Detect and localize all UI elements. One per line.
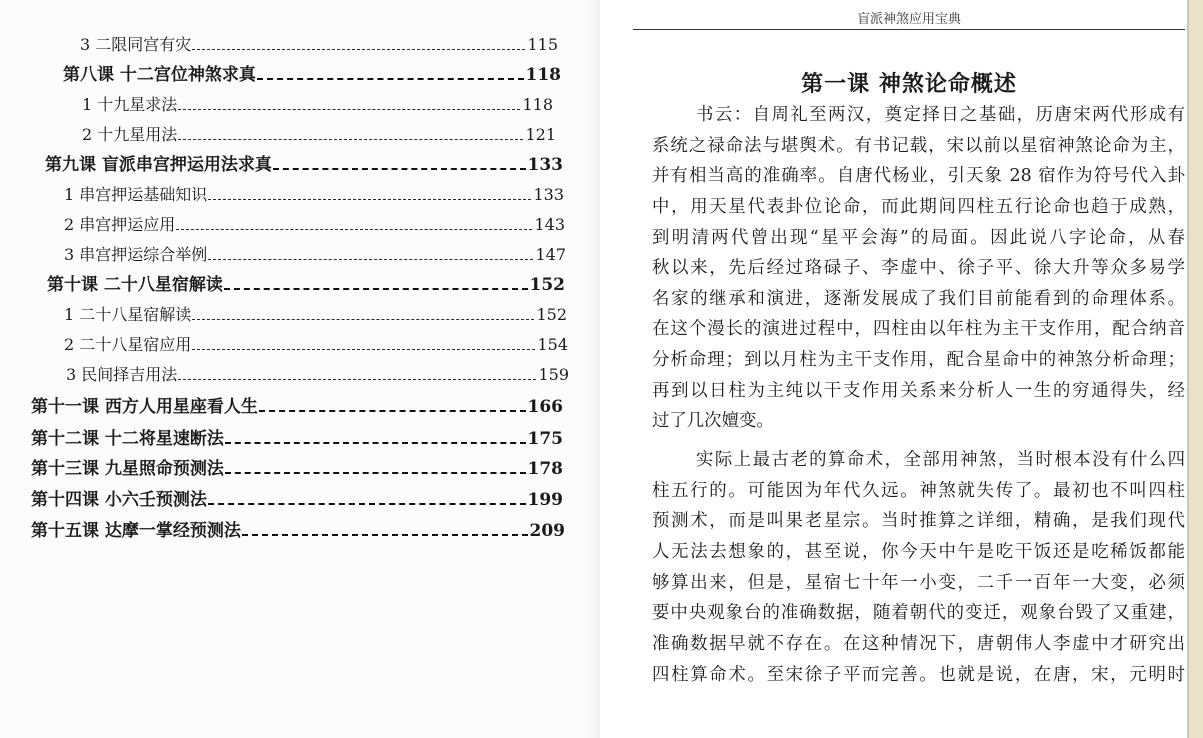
toc-entry-page: 209 bbox=[529, 521, 565, 541]
toc-entry-page: 175 bbox=[527, 429, 563, 449]
toc-entry-title: 第九课 盲派串宫押运用法求真 bbox=[45, 155, 272, 175]
text-line: 预测术，而是叫果老星宗。当时推算之详细，精确，是我们现代 bbox=[652, 511, 1185, 532]
toc-entry-page: 143 bbox=[534, 215, 565, 234]
toc-leader bbox=[259, 410, 526, 412]
text-line: 书云：自周礼至两汉，奠定择日之基础，历唐宋两代形成有 bbox=[696, 105, 1185, 125]
toc-entry-page: 118 bbox=[525, 65, 561, 85]
text-line: 人无法去想象的，甚至说，你今天中午是吃干饭还是吃稀饭都能 bbox=[652, 541, 1185, 562]
toc-entry bbox=[31, 458, 563, 480]
toc-entry-title: 第十二课 十二将星速断法 bbox=[31, 429, 224, 449]
toc-entry-page: 147 bbox=[535, 245, 566, 264]
text-line: 够算出来，但是，星宿七十年一小变，二千一百年一大变，必须 bbox=[652, 572, 1185, 593]
text-line: 系统之禄命法与堪舆术。有书记载，宋以前以星宿神煞论命为主， bbox=[652, 135, 1185, 156]
toc-entry-page: 154 bbox=[537, 335, 568, 354]
toc-leader bbox=[178, 139, 523, 140]
toc-entry bbox=[80, 34, 558, 56]
toc-entry-title: 1 串宫押运基础知识 bbox=[64, 185, 208, 204]
toc-entry-title: 2 二十八星宿应用 bbox=[64, 335, 192, 354]
toc-entry-page: 199 bbox=[527, 490, 563, 510]
toc-entry-title: 第十课 二十八星宿解读 bbox=[47, 275, 223, 295]
toc-leader bbox=[257, 78, 524, 80]
toc-entry bbox=[45, 154, 563, 176]
text-line: 实际上最古老的算命术，全部用神煞，当时根本没有什么四 bbox=[696, 450, 1185, 471]
text-line: 过了几次嬗变。 bbox=[652, 411, 774, 432]
toc-leader bbox=[178, 109, 520, 110]
text-line: 在这个漫长的演进过程中，四柱由以年柱为主干支作用，配合纳音 bbox=[652, 319, 1185, 340]
toc-entry-page: 152 bbox=[536, 305, 567, 324]
paragraph bbox=[652, 100, 1185, 437]
chapter-title: 第一课 神煞论命概述 bbox=[801, 71, 1017, 97]
left-page bbox=[0, 0, 600, 738]
toc-entry bbox=[82, 124, 556, 146]
toc-entry bbox=[64, 334, 568, 356]
toc-entry bbox=[63, 64, 561, 86]
toc-entry-title: 第十四课 小六壬预测法 bbox=[31, 490, 207, 510]
text-line: 名家的继承和演进，逐渐发展成了我们目前能看到的命理体系。 bbox=[652, 288, 1185, 309]
text-line: 分析命理；到以月柱为主干支作用，配合星命中的神煞分析命理； bbox=[652, 350, 1185, 371]
toc-leader bbox=[208, 503, 526, 505]
toc-entry-page: 166 bbox=[527, 397, 563, 417]
text-line: 到明清两代曾出现“星平会海”的局面。因此说八字论命，从春 bbox=[652, 227, 1185, 248]
toc-entry bbox=[82, 94, 553, 116]
toc-entry bbox=[64, 214, 565, 236]
toc-entry-page: 178 bbox=[527, 459, 563, 479]
toc-entry bbox=[31, 428, 563, 450]
toc-entry-page: 121 bbox=[525, 125, 556, 144]
toc-entry bbox=[66, 364, 569, 386]
toc-leader bbox=[225, 442, 526, 444]
text-line: 中，用天星代表卦位论命，而此期间四柱五行论命也趋于成熟， bbox=[652, 196, 1185, 217]
toc-entry-page: 133 bbox=[527, 155, 563, 175]
toc-entry-title: 3 串宫押运综合举例 bbox=[64, 245, 208, 264]
toc-entry-title: 2 十九星用法 bbox=[82, 125, 178, 144]
body-text bbox=[652, 100, 1185, 690]
toc-leader bbox=[224, 288, 528, 290]
toc-leader bbox=[273, 168, 526, 170]
page-edge bbox=[1187, 0, 1203, 738]
text-line: 再到以日柱为主纯以干支作用关系来分析人一生的穷通得失，经 bbox=[652, 380, 1185, 401]
text-line: 准确数据早就不存在。在这种情况下，唐朝伟人李虚中才研究出 bbox=[652, 633, 1185, 654]
toc-entry-title: 2 串宫押运应用 bbox=[64, 215, 176, 234]
toc-leader bbox=[242, 534, 528, 536]
toc-leader bbox=[208, 259, 533, 260]
text-line: 秋以来，先后经过珞碌子、李虚中、徐子平、徐大升等众多易学 bbox=[652, 258, 1185, 279]
toc-entry-title: 第十五课 达摩一掌经预测法 bbox=[31, 521, 241, 541]
toc-entry-title: 第十一课 西方人用星座看人生 bbox=[31, 397, 258, 417]
toc-entry-page: 152 bbox=[529, 275, 565, 295]
toc-entry bbox=[64, 244, 566, 266]
toc-entry bbox=[64, 304, 567, 326]
toc-entry-page: 118 bbox=[522, 95, 553, 114]
header-rule bbox=[633, 29, 1185, 30]
toc-entry-title: 第八课 十二宫位神煞求真 bbox=[63, 65, 256, 85]
text-line: 并有相当高的准确率。自唐代杨业，引天象 28 宿作为符号代入卦 bbox=[652, 166, 1185, 187]
toc-entry-page: 159 bbox=[538, 365, 569, 384]
toc-leader bbox=[176, 229, 532, 230]
toc-entry bbox=[64, 184, 564, 206]
toc-leader bbox=[208, 199, 531, 200]
toc-entry-title: 1 二十八星宿解读 bbox=[64, 305, 192, 324]
text-line: 要中央观象台的准确数据，随着朝代的变迁，观象台毁了又重建， bbox=[652, 603, 1185, 624]
toc-entry-title: 3 二限同宫有灾 bbox=[80, 35, 192, 54]
toc-entry-title: 1 十九星求法 bbox=[82, 95, 178, 114]
toc-entry bbox=[31, 489, 563, 511]
toc-leader bbox=[178, 379, 536, 380]
toc-leader bbox=[225, 472, 526, 474]
toc-entry bbox=[47, 274, 565, 296]
paragraph-gap bbox=[652, 437, 1185, 445]
toc-leader bbox=[192, 349, 535, 350]
toc-leader bbox=[192, 49, 525, 50]
toc-entry bbox=[31, 520, 565, 542]
toc-leader bbox=[192, 319, 534, 320]
paragraph bbox=[652, 445, 1185, 690]
text-line: 柱五行的。可能因为年代久远。神煞就失传了。最初也不叫四柱 bbox=[652, 480, 1185, 501]
toc-entry-page: 133 bbox=[533, 185, 564, 204]
text-line: 四柱算命术。至宋徐子平而完善。也就是说，在唐，宋，元明时 bbox=[652, 664, 1185, 685]
running-head: 盲派神煞应用宝典 bbox=[856, 12, 961, 27]
toc-entry-title: 3 民间择吉用法 bbox=[66, 365, 178, 384]
toc-entry bbox=[31, 396, 563, 418]
toc-entry-title: 第十三课 九星照命预测法 bbox=[31, 459, 224, 479]
toc-entry-page: 115 bbox=[527, 35, 558, 54]
